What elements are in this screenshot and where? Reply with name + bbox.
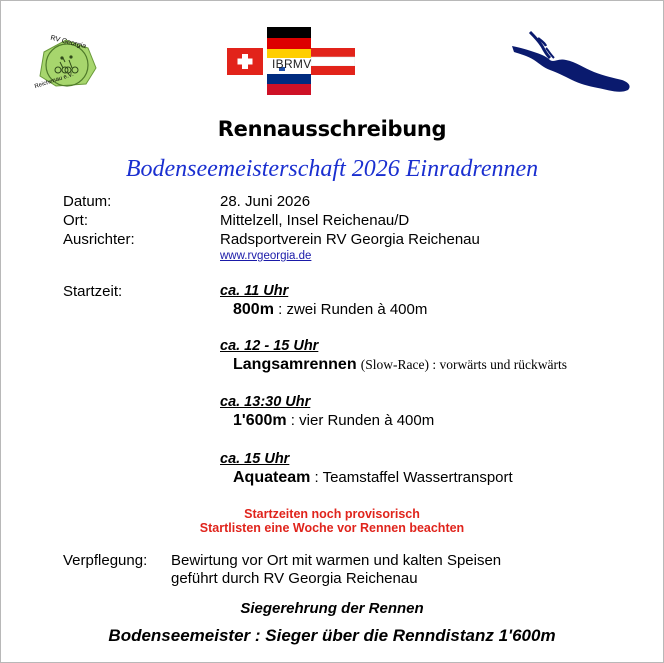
page-subtitle: Bodenseemeisterschaft 2026 Einradrennen xyxy=(125,156,539,182)
start-time-label: Startzeit: xyxy=(63,283,123,300)
lake-map xyxy=(510,30,634,94)
slot-separator: : xyxy=(286,412,300,429)
notice-provisional: Startzeiten noch provisorisch xyxy=(244,507,420,521)
club-logo-ring-text: RV Georgia xyxy=(49,34,87,51)
slot-event: 800m xyxy=(233,301,274,318)
date-label: Datum: xyxy=(63,193,112,210)
slot-event: Aquateam xyxy=(233,469,311,486)
lake-constance-map-icon xyxy=(510,30,634,94)
slot-separator: : xyxy=(310,469,323,486)
date-value: 28. Juni 2026 xyxy=(220,193,311,210)
slot-time: ca. 15 Uhr xyxy=(220,451,290,467)
slot-event-line xyxy=(233,412,434,430)
champion-line: Bodenseemeister : Sieger über die Renndistanz 1'600m xyxy=(108,626,556,645)
website-link[interactable]: www.rvgeorgia.de xyxy=(220,250,312,262)
slot-description: Teamstaffel Wassertransport xyxy=(322,469,513,486)
club-logo-ring-text-bottom: Reichenau e.V. xyxy=(34,71,75,91)
slot-event: Langsamrennen xyxy=(233,356,357,373)
slot-description: vier Runden à 400m xyxy=(299,412,435,429)
club-logo xyxy=(34,34,98,91)
slot-time: ca. 12 - 15 Uhr xyxy=(220,338,319,354)
catering-label: Verpflegung: xyxy=(63,552,148,569)
catering-line-1: Bewirtung vor Ort mit warmen und kalten Speisen xyxy=(171,552,502,569)
ceremony-heading: Siegerehrung der Rennen xyxy=(240,600,424,617)
page-title: Rennausschreibung xyxy=(217,117,447,141)
federation-logo xyxy=(227,27,355,95)
place-label: Ort: xyxy=(63,212,88,229)
catering-line-2: geführt durch RV Georgia Reichenau xyxy=(171,570,418,587)
host-value: Radsportverein RV Georgia Reichenau xyxy=(220,231,480,248)
slot-time: ca. 13:30 Uhr xyxy=(220,394,311,410)
slot-separator: : xyxy=(273,301,287,318)
place-value: Mittelzell, Insel Reichenau/D xyxy=(220,212,410,229)
slot-event-line xyxy=(233,469,513,487)
notice-start-lists: Startlisten eine Woche vor Rennen beachten xyxy=(199,521,465,535)
slot-description: (Slow-Race) : vorwärts und rückwärts xyxy=(360,357,567,372)
slot-event: 1'600m xyxy=(233,412,287,429)
federation-logo-label: IBRMV xyxy=(272,57,312,71)
host-label: Ausrichter: xyxy=(63,231,135,248)
slot-event-line xyxy=(233,356,567,374)
slot-time: ca. 11 Uhr xyxy=(220,283,289,299)
slot-description: zwei Runden à 400m xyxy=(286,301,428,318)
slot-event-line xyxy=(233,301,427,319)
